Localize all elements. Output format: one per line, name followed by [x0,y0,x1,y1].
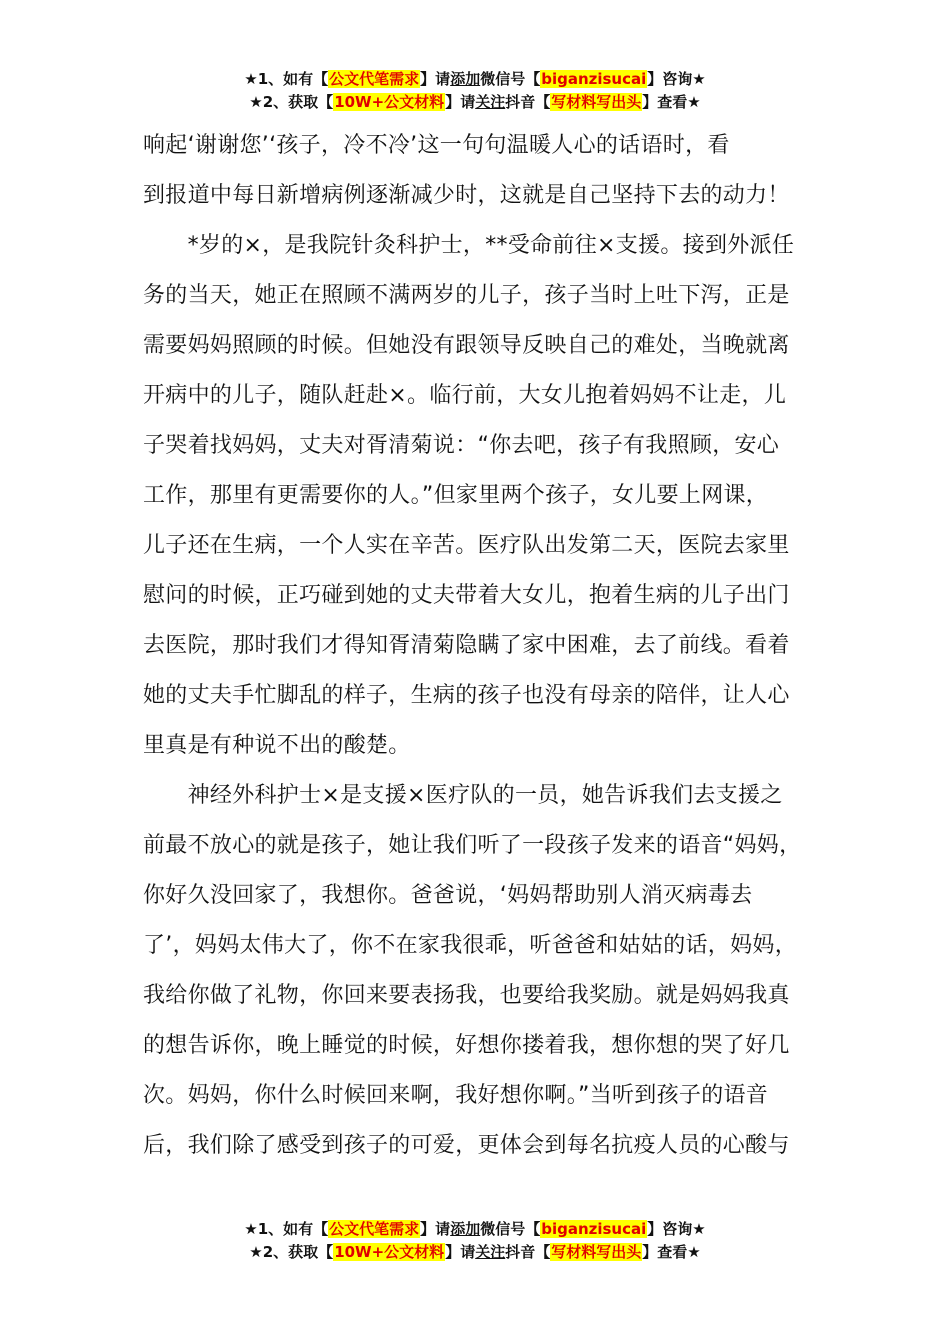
banner-text: 】咨询★ [647,1220,706,1238]
banner-text: 】查看★ [642,93,701,111]
banner-text: 】请 [420,70,451,88]
highlight-service: 公文代笔需求 [329,70,420,88]
banner-text: 1、如有【 [257,1220,329,1238]
star-icon: ★ [249,1243,263,1261]
banner-row-1 [0,68,950,91]
highlight-service: 公文代笔需求 [329,1220,420,1238]
body-line: 次。妈妈，你什么时候回来啊，我好想你啊。”当听到孩子的语音 [143,1083,769,1108]
body-line: 去医院，那时我们才得知胥清菊隐瞒了家中困难，去了前线。看着 [143,633,790,658]
body-line: 务的当天，她正在照顾不满两岁的儿子，孩子当时上吐下泻，正是 [143,283,790,308]
banner-emphasis: 关注 [475,93,506,111]
body-line: *岁的×，是我院针灸科护士，**受命前往×支援。接到外派任 [143,233,795,258]
body-line: 子哭着找妈妈，丈夫对胥清菊说：“你去吧，孩子有我照顾，安心 [143,433,780,458]
banner-row-2 [0,91,950,114]
body-line: 工作，那里有更需要你的人。”但家里两个孩子，女儿要上网课， [143,483,769,508]
body-line: 开病中的儿子，随队赶赴×。临行前，大女儿抱着妈妈不让走，儿 [143,383,787,408]
body-line: 响起‘谢谢您’‘孩子，冷不冷’这一句句温暖人心的话语时，看 [143,133,730,158]
banner-emphasis: 添加 [450,70,481,88]
body-line: 她的丈夫手忙脚乱的样子，生病的孩子也没有母亲的陪伴，让人心 [143,683,790,708]
body-line: 里真是有种说不出的酸楚。 [143,733,411,758]
highlight-douyin-account: 写材料写出头 [551,1243,642,1261]
banner-text: 2、获取【 [262,1243,334,1261]
banner-row-1 [0,1218,950,1241]
body-line: 的想告诉你，晚上睡觉的时候，好想你搂着我，想你想的哭了好几 [143,1033,790,1058]
banner-text: 】请 [445,1243,476,1261]
highlight-materials: 10W+公文材料 [334,1243,445,1261]
body-line: 了’，妈妈太伟大了，你不在家我很乖，听爸爸和姑姑的话，妈妈， [143,933,797,958]
banner-emphasis: 添加 [450,1220,481,1238]
banner-text: 】请 [420,1220,451,1238]
header-banner [0,68,950,114]
banner-text: 】查看★ [642,1243,701,1261]
banner-row-2 [0,1241,950,1264]
banner-text: 2、获取【 [262,93,334,111]
body-line: 你好久没回家了，我想你。爸爸说，‘妈妈帮助别人消灭病毒去 [143,883,753,908]
highlight-wechat-id: biganzisucai [541,70,647,88]
banner-text: 】请 [445,93,476,111]
body-line: 需要妈妈照顾的时候。但她没有跟领导反映自己的难处，当晚就离 [143,333,790,358]
body-line: 我给你做了礼物，你回来要表扬我，也要给我奖励。就是妈妈我真 [143,983,790,1008]
banner-text: 1、如有【 [257,70,329,88]
body-line: 神经外科护士×是支援×医疗队的一员，她告诉我们去支援之 [143,783,783,808]
star-icon: ★ [244,70,258,88]
highlight-douyin-account: 写材料写出头 [551,93,642,111]
banner-text: 微信号【 [480,70,541,88]
body-line: 到报道中每日新增病例逐渐减少时，这就是自己坚持下去的动力！ [143,183,790,208]
body-line: 后，我们除了感受到孩子的可爱，更体会到每名抗疫人员的心酸与 [143,1133,790,1158]
body-line: 儿子还在生病，一个人实在辛苦。医疗队出发第二天，医院去家里 [143,533,790,558]
body-line: 慰问的时候，正巧碰到她的丈夫带着大女儿，抱着生病的儿子出门 [143,583,790,608]
footer-banner [0,1218,950,1264]
banner-text: 抖音【 [505,93,551,111]
body-line: 前最不放心的就是孩子，她让我们听了一段孩子发来的语音“妈妈， [143,833,802,858]
banner-text: 抖音【 [505,1243,551,1261]
banner-emphasis: 关注 [475,1243,506,1261]
document-body [143,121,813,1171]
highlight-wechat-id: biganzisucai [541,1220,647,1238]
banner-text: 】咨询★ [647,70,706,88]
star-icon: ★ [244,1220,258,1238]
highlight-materials: 10W+公文材料 [334,93,445,111]
star-icon: ★ [249,93,263,111]
banner-text: 微信号【 [480,1220,541,1238]
